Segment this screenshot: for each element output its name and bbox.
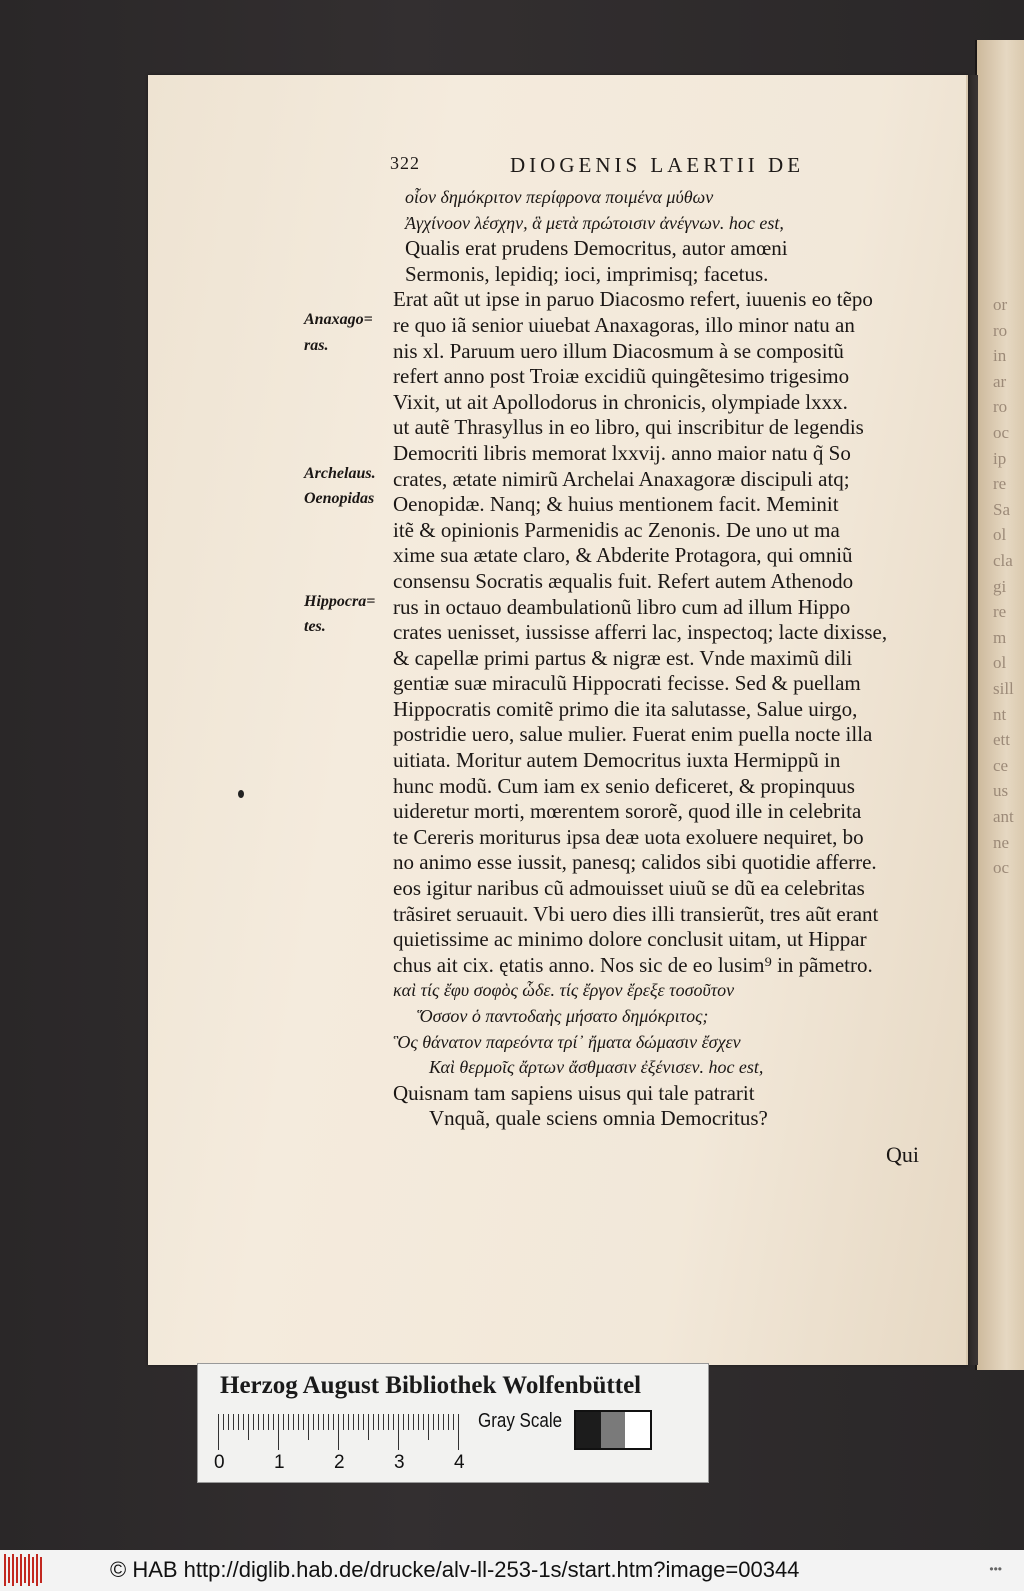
text-line: Qualis erat prudens Democritus, autor amœni — [405, 236, 788, 261]
text-line: xime sua ætate claro, & Abderite Protagora, qui omniũ — [393, 543, 853, 568]
ruler-label: 3 — [394, 1452, 405, 1473]
scale-ruler — [218, 1414, 468, 1454]
text-line: uideretur morti, mœrentem sororẽ, quod ille in celebrita — [393, 799, 862, 824]
ruler-tick — [443, 1414, 444, 1430]
gray-scale-label: Gray Scale — [478, 1410, 563, 1432]
ruler-tick — [393, 1414, 394, 1430]
text-line: chus ait cix. ętatis anno. Nos sic de eo lusim⁹ in pãmetro. — [393, 952, 873, 977]
text-line: Sermonis, lepidiq; ioci, imprimisq; facetus. — [405, 261, 769, 286]
catchword: Qui — [886, 1142, 919, 1167]
facing-page-glyph: re — [993, 474, 1007, 494]
ruler-tick — [323, 1414, 324, 1430]
ink-mark — [238, 790, 244, 798]
facing-page-glyph: ol — [993, 653, 1007, 673]
text-line: Erat aũt ut ipse in paruo Diacosmo refert, iuuenis eo tẽpo — [393, 287, 873, 312]
facing-page-glyph: cla — [993, 551, 1013, 570]
facing-page-glyph: in — [993, 346, 1007, 366]
facing-page-glyph: re — [993, 602, 1007, 622]
ruler-tick — [263, 1414, 264, 1430]
ruler-tick — [293, 1414, 294, 1430]
text-line: itẽ & opinionis Parmenidis ac Zenonis. De uno ut ma — [393, 517, 840, 542]
gray-scale-swatches — [574, 1410, 652, 1450]
facing-page-glyph: or — [993, 295, 1008, 314]
logo-stripe — [4, 1554, 6, 1586]
ruler-tick — [288, 1414, 289, 1430]
text-line: ut autẽ Thrasyllus in eo libro, qui inscribitur de legendis — [393, 415, 864, 440]
text-line: Ἀγχίνοον λέσχην, ἃ μετὰ πρώτοισιν ἀνέγνων. hoc est, — [405, 212, 784, 233]
margin-note: Anaxago= — [304, 311, 373, 328]
ruler-tick — [308, 1414, 309, 1440]
ruler-tick — [273, 1414, 274, 1430]
text-line: re quo iã senior uiuebat Anaxagoras, illo minor natu an — [393, 312, 855, 337]
hab-logo-icon — [4, 1554, 44, 1586]
gray-swatch — [601, 1412, 626, 1448]
text-line: no animo esse iussit, panesq; calidos sibi quotidie afferre. — [393, 850, 877, 875]
text-line: quietissime ac minimo dolore conclusit uitam, ut Hippar — [393, 927, 867, 952]
facing-page-glyph: ett — [993, 730, 1010, 750]
ruler-tick — [363, 1414, 364, 1430]
footer-dots: ••• — [989, 1562, 1002, 1576]
facing-page-glyph: ce — [993, 755, 1009, 775]
text-line: Vixit, ut ait Apollodorus in chronicis, olympiade lxxx. — [393, 389, 848, 414]
facing-page-glyph: ro — [993, 397, 1008, 417]
text-line: Hippocratis comitẽ primo die ita salutasse, Salue uirgo, — [393, 696, 858, 721]
text-line: hunc modũ. Cum iam ex senio deficeret, & propinquus — [393, 773, 855, 798]
ruler-tick — [333, 1414, 334, 1430]
text-line: Oenopidæ. Nanq; & huius mentionem facit. Meminit — [393, 492, 839, 517]
text-line: Καὶ θερμοῖς ἄρτων ἄσθμασιν ἐξένισεν. hoc est, — [429, 1057, 764, 1078]
facing-page-glyph: sill — [993, 679, 1014, 698]
margin-note: Hippocra= — [304, 592, 376, 610]
text-line: postridie uero, salue mulier. Fuerat enim puella nocte illa — [393, 722, 873, 747]
color-calibration-card — [198, 1364, 708, 1482]
ruler-tick — [408, 1414, 409, 1430]
ruler-tick — [428, 1414, 429, 1440]
ruler-tick — [458, 1414, 459, 1450]
ruler-tick — [258, 1414, 259, 1430]
text-line: nis xl. Paruum uero illum Diacosmum à se compositũ — [393, 338, 844, 363]
ruler-tick — [248, 1414, 249, 1440]
facing-page-glyph: Sa — [993, 499, 1010, 519]
logo-stripe — [20, 1554, 22, 1586]
ruler-label: 1 — [274, 1452, 285, 1473]
ruler-tick — [368, 1414, 369, 1440]
margin-note: tes. — [304, 618, 326, 636]
text-line: Quisnam tam sapiens uisus qui tale patrarit — [393, 1080, 755, 1105]
logo-stripe — [24, 1557, 26, 1583]
ruler-tick — [373, 1414, 374, 1430]
ruler-tick — [268, 1414, 269, 1430]
ruler-tick — [438, 1414, 439, 1430]
ruler-tick — [218, 1414, 219, 1450]
facing-page-glyph: us — [993, 781, 1009, 801]
text-line: Ὃς θάνατον παρεόντα τρί᾽ ἤματα δώμασιν ἔσχεν — [393, 1031, 741, 1052]
text-line: te Cereris moriturus ipsa deæ uota exoluere nequiret, bo — [393, 824, 864, 849]
ruler-tick — [378, 1414, 379, 1430]
ruler-tick — [313, 1414, 314, 1430]
facing-page-glyph: ar — [993, 371, 1007, 391]
ruler-label: 2 — [334, 1452, 345, 1473]
logo-stripe — [40, 1557, 42, 1583]
ruler-tick — [343, 1414, 344, 1430]
book-page — [148, 75, 968, 1365]
ruler-tick — [283, 1414, 284, 1430]
ruler-label: 0 — [214, 1452, 225, 1473]
text-line: refert anno post Troiæ excidiũ quingẽtesimo trigesimo — [393, 364, 850, 389]
logo-stripe — [36, 1554, 38, 1586]
text-line: crates uenisset, iussisse afferri lac, inspectoq; lacte dixisse, — [393, 620, 888, 645]
ruler-tick — [318, 1414, 319, 1430]
facing-page-glyph: ro — [993, 320, 1008, 340]
running-head: DIOGENIS LAERTII DE — [510, 153, 805, 177]
page-header — [390, 153, 1010, 181]
body-text — [393, 185, 943, 1132]
text-line: Democriti libris memorat lxxvij. anno maior natu q̃ So — [393, 440, 851, 465]
facing-page-glyph: ant — [993, 807, 1014, 826]
text-line: eos igitur naribus cũ admouisset uiuũ se dũ ea celebritas — [393, 876, 865, 901]
facing-page-glyph: oc — [993, 423, 1010, 442]
margin-note: ras. — [304, 336, 329, 354]
text-line: consensu Socratis æqualis fuit. Refert autem Athenodo — [393, 568, 854, 593]
ruler-tick — [228, 1414, 229, 1430]
text-line: Ὅσσον ὁ παντοδαὴς μήσατο δημόκριτος; — [417, 1006, 709, 1026]
ruler-tick — [433, 1414, 434, 1430]
text-line: uitiata. Moritur autem Democritus iuxta Hermippũ in — [393, 748, 841, 773]
facing-page-edge — [975, 40, 1024, 1370]
ruler-tick — [358, 1414, 359, 1430]
facing-page-glyph: ol — [993, 525, 1007, 545]
logo-stripe — [16, 1557, 18, 1583]
facing-page-glyph: ip — [993, 448, 1007, 468]
ruler-tick — [453, 1414, 454, 1430]
logo-stripe — [12, 1554, 14, 1586]
facing-page-glyph: m — [993, 627, 1007, 647]
logo-stripe — [28, 1554, 30, 1586]
facing-page-glyph: gi — [993, 576, 1007, 596]
ruler-tick — [223, 1414, 224, 1430]
facing-page-glyph: nt — [993, 704, 1007, 724]
gray-swatch — [576, 1412, 601, 1448]
ruler-tick — [303, 1414, 304, 1430]
margin-note: Archelaus. — [304, 464, 376, 482]
ruler-tick — [253, 1414, 254, 1430]
text-line: gentiæ suæ miraculũ Hippocrati fecisse. Sed & puellam — [393, 671, 861, 696]
logo-stripe — [32, 1557, 34, 1583]
facing-page-glyph: oc — [993, 858, 1010, 878]
ruler-tick — [233, 1414, 234, 1430]
facing-page-glyph: ne — [993, 832, 1010, 852]
ruler-label: 4 — [454, 1452, 465, 1473]
text-line: trãsiret seruauit. Vbi uero dies illi transierũt, tres aũt erant — [393, 901, 879, 926]
ruler-tick — [298, 1414, 299, 1430]
footer-copyright-url: © HAB http://diglib.hab.de/drucke/alv-ll-253-1s/start.htm?image=00344 — [110, 1557, 800, 1582]
text-line: οἷον δημόκριτον περίφρονα ποιμένα μύθων — [405, 187, 714, 207]
ruler-tick — [383, 1414, 384, 1430]
footer-bar — [0, 1550, 1024, 1591]
ruler-tick — [448, 1414, 449, 1430]
text-line: καὶ τίς ἔφυ σοφὸς ὧδε. τίς ἔργον ἔρεξε τοσοῦτον — [393, 980, 735, 1001]
ruler-tick — [398, 1414, 399, 1450]
ruler-tick — [278, 1414, 279, 1450]
library-name: Herzog August Bibliothek Wolfenbüttel — [220, 1372, 642, 1399]
ruler-tick — [413, 1414, 414, 1430]
text-line: Vnquã, quale sciens omnia Democritus? — [429, 1106, 768, 1131]
text-line: & capellæ primi partus & nigræ est. Vnde maximũ dili — [393, 645, 853, 670]
margin-note: Oenopidas — [304, 490, 375, 508]
gray-swatch — [625, 1412, 650, 1448]
text-line: crates, ætate nimirũ Archelai Anaxagoræ discipuli atq; — [393, 466, 850, 491]
page-number: 322 — [390, 153, 420, 173]
ruler-tick — [423, 1414, 424, 1430]
text-line: rus in octauo deambulationũ libro cum ad illum Hippo — [393, 594, 851, 619]
ruler-tick — [388, 1414, 389, 1430]
logo-stripe — [8, 1557, 10, 1583]
ruler-tick — [403, 1414, 404, 1430]
ruler-tick — [338, 1414, 339, 1450]
ruler-tick — [353, 1414, 354, 1430]
ruler-tick — [348, 1414, 349, 1430]
ruler-tick — [418, 1414, 419, 1430]
ruler-tick — [243, 1414, 244, 1430]
ruler-tick — [238, 1414, 239, 1430]
ruler-tick — [328, 1414, 329, 1430]
